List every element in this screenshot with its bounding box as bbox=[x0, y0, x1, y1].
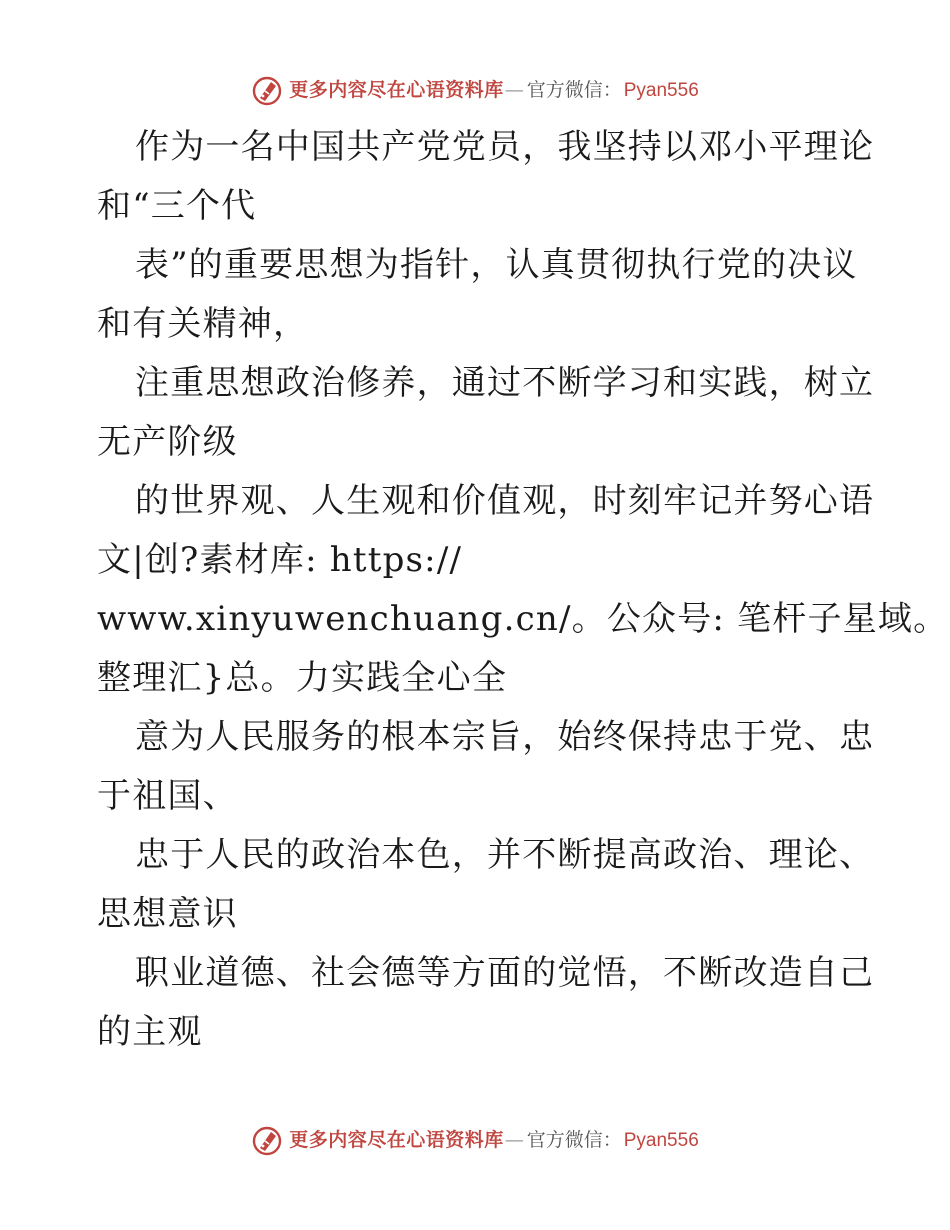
body-line: 思想意识 bbox=[97, 894, 238, 934]
body-line: 表”的重要思想为指针，认真贯彻执行党的决议 bbox=[135, 245, 858, 285]
banner-wechat-id: Pyan556 bbox=[623, 1129, 699, 1151]
body-line: 注重思想政治修养，通过不断学习和实践，树立 bbox=[135, 363, 875, 403]
body-line: 忠于人民的政治本色，并不断提高政治、理论、 bbox=[135, 835, 875, 875]
document-body bbox=[97, 118, 949, 1062]
body-line: 的主观 bbox=[97, 1012, 203, 1052]
banner-separator: — bbox=[504, 1128, 524, 1151]
banner-brand-text: 更多内容尽在心语资料库 bbox=[289, 1128, 504, 1151]
body-line: 整理汇}总。力实践全心全 bbox=[97, 658, 508, 698]
body-line: 的世界观、人生观和价值观，时刻牢记并努心语 bbox=[135, 481, 875, 521]
pen-nib-circle-icon bbox=[251, 1124, 283, 1156]
footer-banner bbox=[0, 1120, 950, 1160]
body-line: 和有关精神， bbox=[97, 304, 309, 344]
body-line: 作为一名中国共产党党员，我坚持以邓小平理论 bbox=[135, 127, 875, 167]
body-line: 无产阶级 bbox=[97, 422, 238, 462]
body-line: 意为人民服务的根本宗旨，始终保持忠于党、忠 bbox=[135, 717, 875, 757]
body-line: 文|创?素材库: https:// bbox=[97, 540, 463, 580]
banner-wechat-label: 官方微信： bbox=[526, 78, 622, 101]
pen-nib-circle-icon bbox=[251, 74, 283, 106]
header-banner bbox=[0, 70, 950, 110]
body-line: 和“三个代 bbox=[97, 186, 257, 226]
banner-wechat-id: Pyan556 bbox=[623, 79, 699, 101]
body-line: www.xinyuwenchuang.cn/。公众号: 笔杆子星域。 bbox=[97, 599, 949, 639]
banner-brand-text: 更多内容尽在心语资料库 bbox=[289, 78, 504, 101]
body-line: 职业道德、社会德等方面的觉悟，不断改造自己 bbox=[135, 953, 875, 993]
banner-wechat-label: 官方微信： bbox=[526, 1128, 622, 1151]
banner-separator: — bbox=[504, 78, 524, 101]
body-line: 于祖国、 bbox=[97, 776, 238, 816]
